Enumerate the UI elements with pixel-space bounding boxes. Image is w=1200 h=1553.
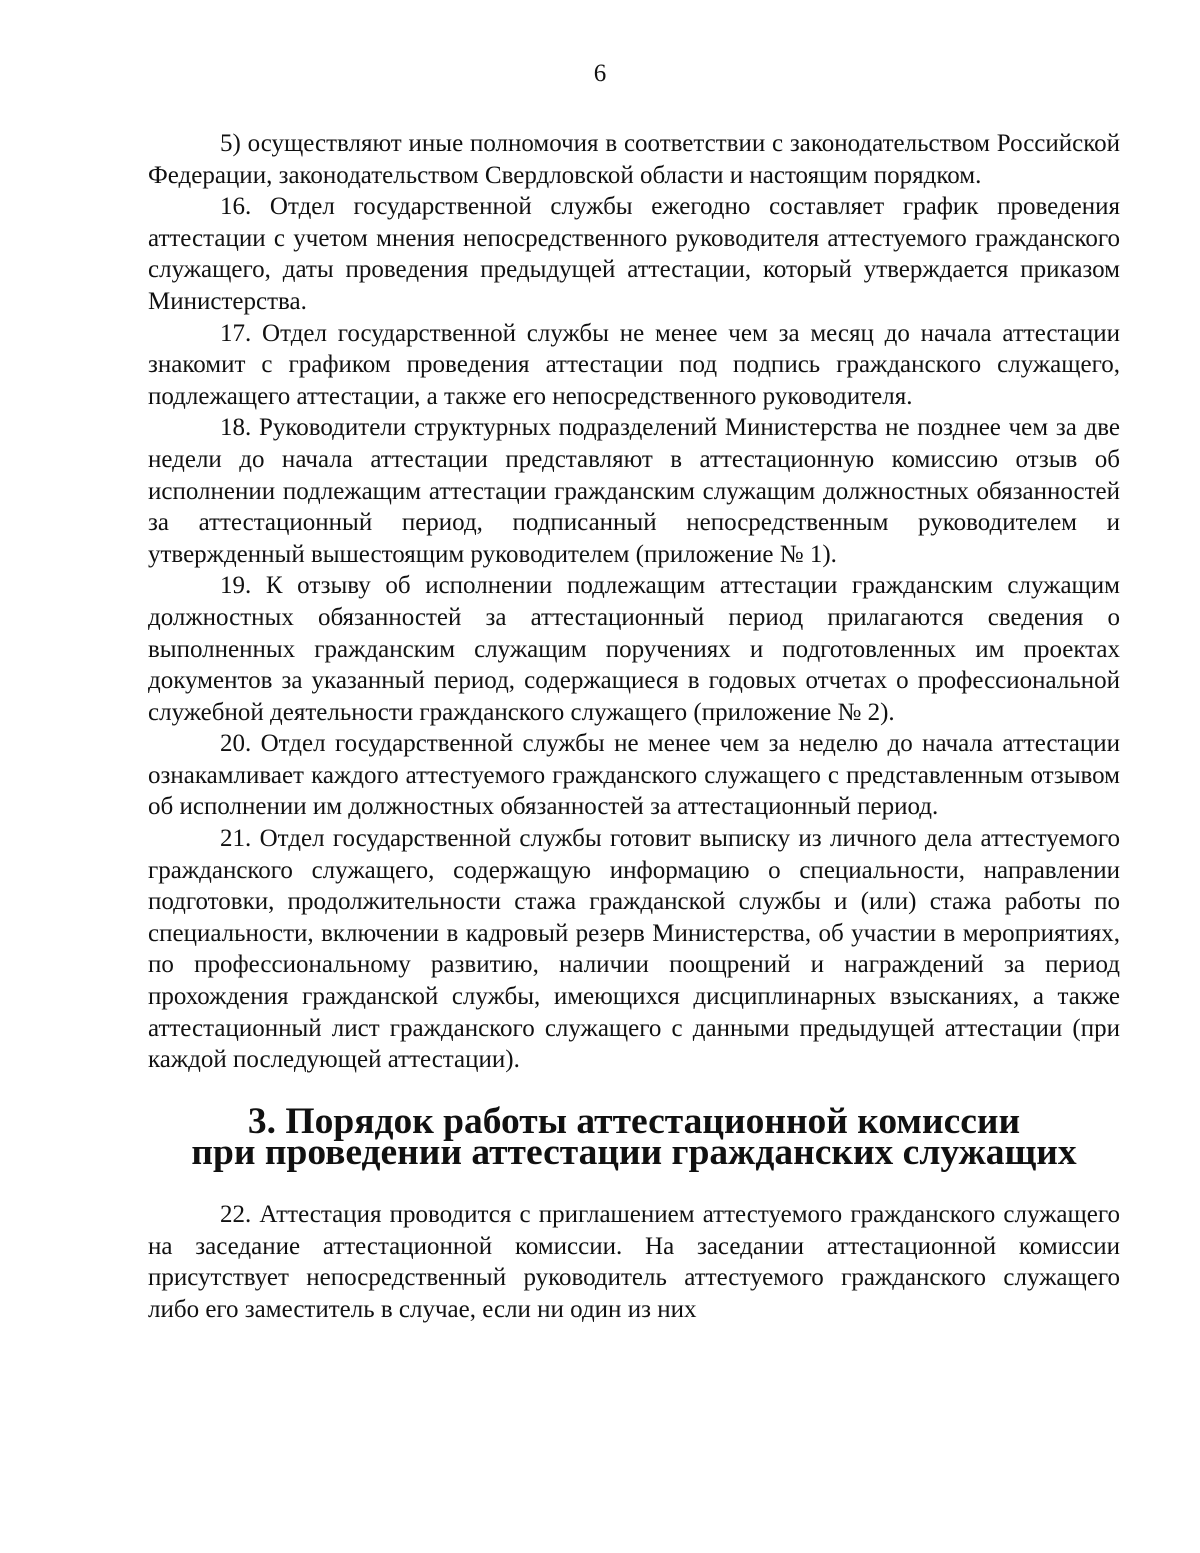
section-heading-line-2: при проведении аттестации гражданских служащих [191,1132,1077,1174]
paragraph-22: 22. Аттестация проводится с приглашением аттестуемого гражданского служащего на заседание аттестационной комиссии. На заседании аттестационной комиссии присутствует непосредственный руководитель аттестуемого гражданского служащего либо его заместитель в случае, если ни один из них [148,1201,1120,1323]
section-heading [148,1100,1120,1174]
paragraph-19: 19. К отзыву об исполнении подлежащим аттестации гражданским служащим должностных обязанностей за аттестационный период прилагаются сведения о выполненных гражданским служащим поручениях и подготовленных им проектах документов за указанный период, содержащиеся в годовых отчетах о профессиональной служебной деятельности гражданского служащего (приложение № 2). [148,572,1120,726]
paragraph-17: 17. Отдел государственной службы не менее чем за месяц до начала аттестации знакомит с графиком проведения аттестации под подпись гражданского служащего, подлежащего аттестации, а также его непосредственного руководителя. [148,319,1120,410]
paragraph-16: 16. Отдел государственной службы ежегодно составляет график проведения аттестации с учетом мнения непосредственного руководителя аттестуемого гражданского служащего, даты проведения предыдущей аттестации, который утверждается приказом Министерства. [148,193,1120,315]
section-heading-line-1: 3. Порядок работы аттестационной комиссии [247,1100,1021,1142]
paragraph-21: 21. Отдел государственной службы готовит выписку из личного дела аттестуемого гражданского служащего, содержащую информацию о специальности, направлении подготовки, продолжительности стажа гражданской службы и (или) стажа работы по специальности, включении в кадровый резерв Министерства, об участии в мероприятиях, по профессиональному развитию, наличии поощрений и награждений за период прохождения гражданской службы, имеющихся дисциплинарных взысканиях, а также аттестационный лист гражданского служащего с данными предыдущей аттестации (при каждой последующей аттестации). [148,825,1120,1074]
paragraph-20: 20. Отдел государственной службы не менее чем за неделю до начала аттестации ознакамливает каждого аттестуемого гражданского служащего с представленным отзывом об исполнении им должностных обязанностей за аттестационный период. [148,730,1120,821]
document-body [148,128,1120,1325]
paragraph-item-5: 5) осуществляют иные полномочия в соответствии с законодательством Российской Федерации, законодательством Свердловской области и настоящим порядком. [148,130,1120,189]
page-number: 6 [593,60,607,87]
paragraph-18: 18. Руководители структурных подразделений Министерства не позднее чем за две недели до начала аттестации представляют в аттестационную комиссию отзыв об исполнении подлежащим аттестации гражданским служащим должностных обязанностей за аттестационный период, подписанный непосредственным руководителем и утвержденный вышестоящим руководителем (приложение № 1). [148,414,1120,568]
